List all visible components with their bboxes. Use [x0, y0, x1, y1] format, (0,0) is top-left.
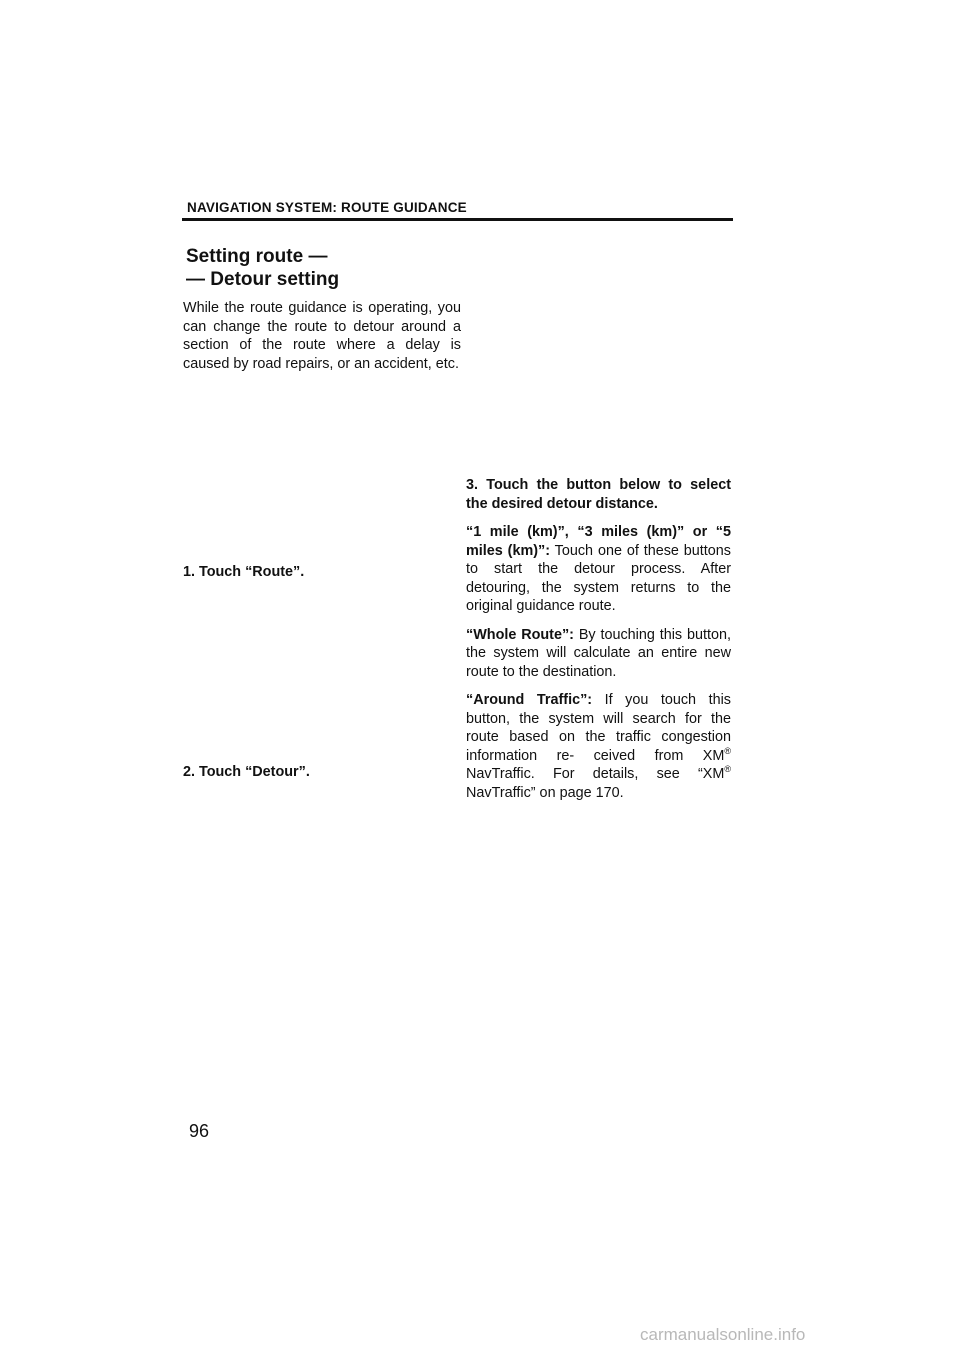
registered-mark: ® — [724, 745, 731, 756]
intro-paragraph: While the route guidance is operating, you can change the route to detour around a section of the route where a delay is caused by road repairs, or an accident, etc. — [183, 300, 461, 372]
section-heading-line1: Setting route — — [186, 246, 328, 267]
registered-mark: ® — [724, 764, 731, 775]
right-column — [466, 476, 731, 812]
option-distance — [466, 523, 731, 616]
header-rule — [182, 218, 733, 221]
page-number: 96 — [189, 1121, 210, 1141]
option-distance-label: “1 mile (km)”, “3 miles (km)” or “5 miles (km)”: — [466, 524, 731, 559]
watermark: carmanualsonline.info — [640, 1325, 806, 1344]
step-2: 2. Touch “Detour”. — [183, 764, 310, 780]
option-whole-route — [466, 626, 731, 682]
option-whole-route-text: By touching this button, the system will calculate an entire new route to the destination. — [466, 626, 731, 680]
header-title: NAVIGATION SYSTEM: ROUTE GUIDANCE — [187, 200, 467, 215]
section-heading-line2: — Detour setting — [186, 269, 340, 290]
option-around-traffic: “Around Traffic”: If you touch this button, the system will search for the route based on the traffic congestion information re- ceived from XM® NavTraffic. For details, see “XM® NavTraffic” on page 170. — [466, 692, 731, 801]
option-distance-text: Touch one of these buttons to start the detour process. After detouring, the system returns to the original guidance route. — [466, 542, 731, 614]
step-1: 1. Touch “Route”. — [183, 564, 305, 580]
option-around-traffic-label: “Around Traffic”: — [466, 692, 593, 708]
section-heading — [186, 245, 339, 291]
option-whole-route-label: “Whole Route”: — [466, 626, 574, 643]
step-3: 3. Touch the button below to select the desired detour distance. — [466, 477, 731, 512]
